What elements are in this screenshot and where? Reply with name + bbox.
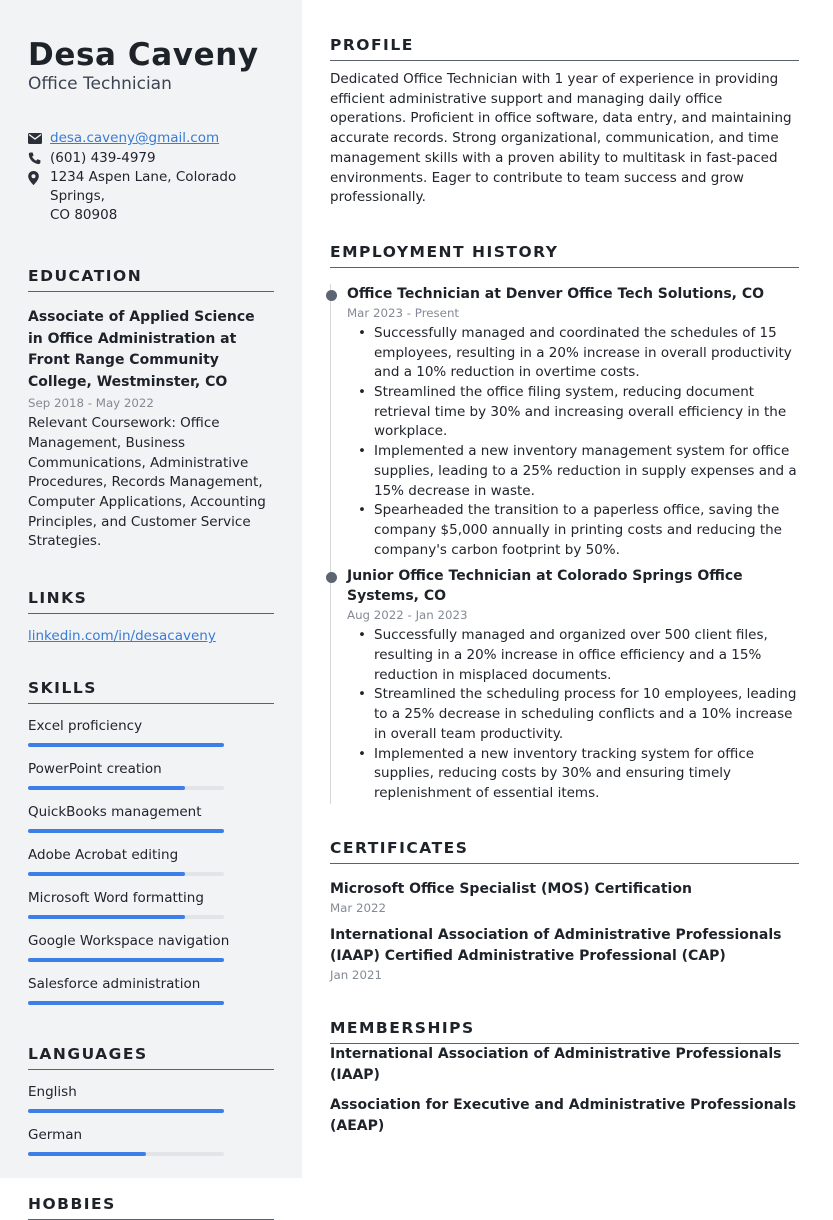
job-bullets bbox=[347, 324, 799, 560]
memberships-heading: MEMBERSHIPS bbox=[330, 1019, 799, 1044]
address-line-1: 1234 Aspen Lane, Colorado Springs, bbox=[50, 169, 237, 205]
email-link[interactable]: desa.caveny@gmail.com bbox=[50, 130, 220, 147]
phone-number: (601) 439-4979 bbox=[50, 150, 156, 167]
skill-name: Excel proficiency bbox=[28, 718, 143, 735]
skill-name: QuickBooks management bbox=[28, 804, 202, 821]
skill-level-bar bbox=[28, 915, 224, 919]
skill-item bbox=[28, 932, 274, 962]
skill-name: Microsoft Word formatting bbox=[28, 890, 204, 907]
education-dates: Sep 2018 - May 2022 bbox=[28, 396, 154, 411]
skill-level-fill bbox=[28, 743, 224, 747]
skill-level-fill bbox=[28, 915, 185, 919]
skill-item bbox=[28, 846, 274, 876]
timeline-dot bbox=[326, 290, 337, 301]
profile-heading: PROFILE bbox=[330, 36, 799, 61]
languages-section bbox=[28, 1045, 274, 1156]
certificate-item bbox=[330, 925, 799, 983]
job-title: Office Technician at Denver Office Tech Solutions, CO bbox=[347, 285, 765, 302]
contact-address-row bbox=[28, 168, 274, 225]
language-name: English bbox=[28, 1084, 77, 1101]
phone-icon bbox=[28, 148, 50, 168]
job-bullet: • Implemented a new inventory management system for office supplies, leading to a 25% reduction in supply expenses and a 15% decrease in waste. bbox=[347, 442, 799, 501]
education-degree: Associate of Applied Science in Office Administration at Front Range Community College, Westminster, CO bbox=[28, 309, 255, 390]
job-entry bbox=[347, 566, 799, 803]
skill-name: PowerPoint creation bbox=[28, 761, 162, 778]
languages-heading: LANGUAGES bbox=[28, 1045, 274, 1070]
certificate-date: Mar 2022 bbox=[330, 900, 387, 915]
language-level-fill bbox=[28, 1109, 224, 1113]
envelope-icon bbox=[28, 128, 50, 148]
skill-name: Google Workspace navigation bbox=[28, 933, 230, 950]
employment-section bbox=[330, 243, 799, 804]
skill-item bbox=[28, 803, 274, 833]
language-level-bar bbox=[28, 1152, 224, 1156]
education-heading: EDUCATION bbox=[28, 267, 274, 292]
skill-level-fill bbox=[28, 872, 185, 876]
education-section bbox=[28, 267, 274, 552]
membership-item: International Association of Administrative Professionals (IAAP) bbox=[330, 1045, 782, 1083]
profile-section bbox=[330, 36, 799, 208]
candidate-title: Office Technician bbox=[28, 74, 172, 95]
job-bullet: • Successfully managed and organized over 500 client files, resulting in a 20% increase in office efficiency and a 15% reduction in misplaced documents. bbox=[347, 626, 799, 685]
skill-item bbox=[28, 760, 274, 790]
job-bullet: • Streamlined the office filing system, reducing document retrieval time by 30% and increasing overall efficiency in the workplace. bbox=[347, 383, 799, 442]
contact-email-row bbox=[28, 128, 274, 148]
links-heading: LINKS bbox=[28, 589, 274, 614]
skill-level-bar bbox=[28, 1001, 224, 1005]
skill-name: Salesforce administration bbox=[28, 976, 201, 993]
address-line-2: CO 80908 bbox=[50, 207, 118, 224]
language-item bbox=[28, 1126, 274, 1156]
certificates-heading: CERTIFICATES bbox=[330, 839, 799, 864]
job-bullets bbox=[347, 626, 799, 803]
job-dates: Mar 2023 - Present bbox=[347, 305, 460, 320]
skill-item bbox=[28, 889, 274, 919]
skill-level-fill bbox=[28, 786, 185, 790]
certificate-date: Jan 2021 bbox=[330, 967, 382, 982]
hobbies-section bbox=[28, 1195, 274, 1220]
skill-level-bar bbox=[28, 958, 224, 962]
membership-item: Association for Executive and Administrative Professionals (AEAP) bbox=[330, 1096, 797, 1134]
address bbox=[50, 168, 274, 225]
job-entry bbox=[347, 284, 799, 560]
education-coursework: Relevant Coursework: Office Management, Business Communications, Administrative Procedures, Records Management, Computer Applications, Accounting Principles, and Customer Service Strategies. bbox=[28, 415, 266, 550]
skill-level-fill bbox=[28, 958, 224, 962]
skill-item bbox=[28, 717, 274, 747]
sidebar bbox=[0, 0, 302, 1214]
job-title: Junior Office Technician at Colorado Springs Office Systems, CO bbox=[347, 568, 743, 605]
contact-block bbox=[28, 128, 274, 225]
language-item bbox=[28, 1083, 274, 1113]
links-section bbox=[28, 589, 274, 644]
hobbies-heading: HOBBIES bbox=[28, 1195, 274, 1220]
skills-section bbox=[28, 679, 274, 1005]
timeline-dot bbox=[326, 572, 337, 583]
skill-name: Adobe Acrobat editing bbox=[28, 847, 179, 864]
certificate-item bbox=[330, 879, 799, 916]
job-bullet: • Spearheaded the transition to a paperless office, saving the company $5,000 annually in printing costs and reducing the company's carbon footprint by 50%. bbox=[347, 501, 799, 560]
main-content bbox=[330, 36, 799, 1137]
certificate-name: International Association of Administrative Professionals (IAAP) Certified Administrative Professional (CAP) bbox=[330, 926, 782, 964]
profile-text: Dedicated Office Technician with 1 year of experience in providing efficient administrative support and managing daily office operations. Proficient in office software, data entry, and maintaining accurate records. Strong organizational, communication, and time management skills with a proven ability to multitask in fast-paced environments. Eager to contribute to team success and grow professionally. bbox=[330, 71, 792, 206]
language-level-bar bbox=[28, 1109, 224, 1113]
language-level-fill bbox=[28, 1152, 146, 1156]
job-dates: Aug 2022 - Jan 2023 bbox=[347, 608, 468, 623]
job-bullet: • Successfully managed and coordinated the schedules of 15 employees, resulting in a 20% increase in overall productivity and a 10% reduction in overtime costs. bbox=[347, 324, 799, 383]
candidate-name: Desa Caveny bbox=[28, 37, 259, 73]
skill-level-fill bbox=[28, 1001, 224, 1005]
memberships-section bbox=[330, 1019, 799, 1137]
certificates-section bbox=[330, 839, 799, 983]
skill-level-fill bbox=[28, 829, 224, 833]
employment-heading: EMPLOYMENT HISTORY bbox=[330, 243, 799, 268]
skill-level-bar bbox=[28, 786, 224, 790]
skill-level-bar bbox=[28, 872, 224, 876]
skill-level-bar bbox=[28, 829, 224, 833]
skill-item bbox=[28, 975, 274, 1005]
job-bullet: • Streamlined the scheduling process for 10 employees, leading to a 25% decrease in scheduling conflicts and a 10% increase in overall team productivity. bbox=[347, 685, 799, 744]
skill-level-bar bbox=[28, 743, 224, 747]
certificate-name: Microsoft Office Specialist (MOS) Certification bbox=[330, 880, 692, 897]
link-item bbox=[28, 628, 274, 644]
contact-phone-row bbox=[28, 148, 274, 168]
linkedin-link[interactable]: linkedin.com/in/desacaveny bbox=[28, 628, 216, 645]
skills-heading: SKILLS bbox=[28, 679, 274, 704]
map-pin-icon bbox=[28, 168, 50, 188]
language-name: German bbox=[28, 1127, 83, 1144]
job-bullet: • Implemented a new inventory tracking system for office supplies, reducing costs by 30% and ensuring timely replenishment of essential items. bbox=[347, 745, 799, 804]
employment-timeline bbox=[330, 284, 799, 804]
